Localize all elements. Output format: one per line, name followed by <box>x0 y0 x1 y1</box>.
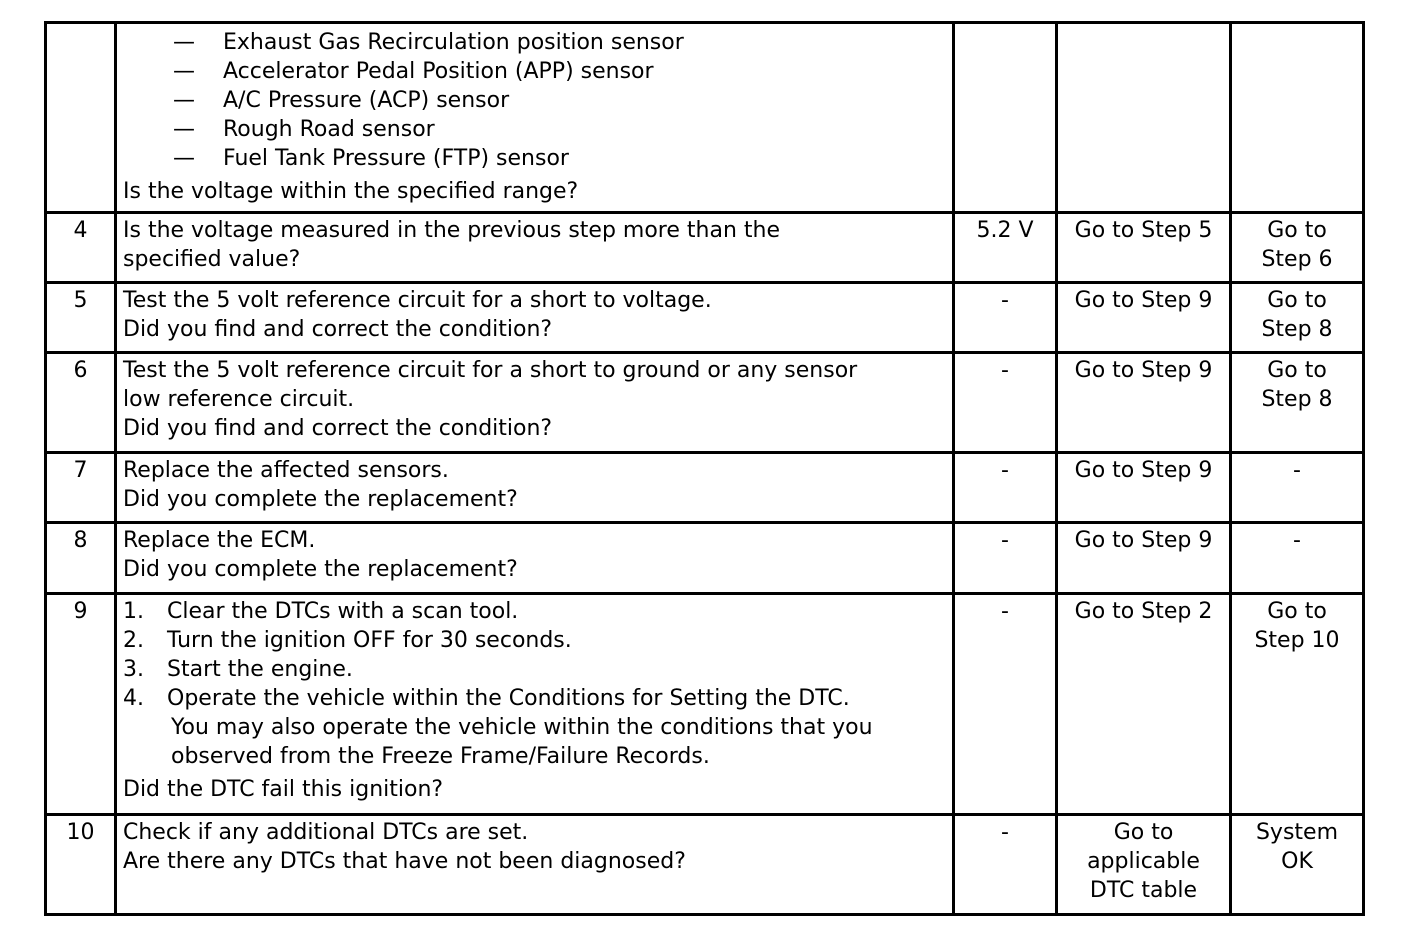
value-cell: - <box>954 815 1057 915</box>
question-text: Is the voltage within the specified range? <box>123 179 579 204</box>
no-cell <box>1231 594 1364 815</box>
no-text: OK <box>1281 849 1313 874</box>
action-text: Test the 5 volt reference circuit for a short to ground or any sensor <box>123 358 858 383</box>
action-text: Did you find and correct the condition? <box>123 416 553 441</box>
no-cell: - <box>1231 453 1364 523</box>
table-row <box>46 283 1364 353</box>
action-cell <box>116 523 954 594</box>
action-cell <box>116 815 954 915</box>
action-text: Did you complete the replacement? <box>123 487 518 512</box>
step-number: 4 <box>46 213 116 283</box>
step-number: 5 <box>46 283 116 353</box>
action-cell <box>116 283 954 353</box>
numbered-item: 1. Clear the DTCs with a scan tool. <box>123 599 519 624</box>
sensor-list-item: — Accelerator Pedal Position (APP) sensor <box>173 59 654 84</box>
action-text: Is the voltage measured in the previous step more than the <box>123 218 780 243</box>
table-row <box>46 594 1364 815</box>
no-cell: - <box>1231 523 1364 594</box>
no-cell <box>1231 283 1364 353</box>
diagnostic-table <box>44 21 1365 916</box>
numbered-item: 2. Turn the ignition OFF for 30 seconds. <box>123 628 572 653</box>
step-number <box>46 23 116 213</box>
value-cell: - <box>954 594 1057 815</box>
step-number: 6 <box>46 353 116 453</box>
table-row <box>46 353 1364 453</box>
no-text: Step 10 <box>1254 628 1340 653</box>
yes-text: applicable <box>1087 849 1200 874</box>
no-cell <box>1231 213 1364 283</box>
sensor-list-item: — A/C Pressure (ACP) sensor <box>173 88 510 113</box>
action-text: low reference circuit. <box>123 387 355 412</box>
action-text: Are there any DTCs that have not been diagnosed? <box>123 849 686 874</box>
value-cell: - <box>954 453 1057 523</box>
table-row <box>46 453 1364 523</box>
numbered-item: 4. Operate the vehicle within the Conditions for Setting the DTC. You may also operate the vehicle within the conditions that you observed from the Freeze Frame/Failure Records. <box>123 686 873 769</box>
value-cell: 5.2 V <box>954 213 1057 283</box>
yes-cell: Go to Step 9 <box>1057 283 1231 353</box>
action-text: Replace the affected sensors. <box>123 458 449 483</box>
question-text: Did the DTC fail this ignition? <box>123 777 444 802</box>
action-text: Test the 5 volt reference circuit for a short to voltage. <box>123 288 712 313</box>
no-text: Go to <box>1267 288 1327 313</box>
step-number: 8 <box>46 523 116 594</box>
no-text: Go to <box>1267 218 1327 243</box>
yes-text: DTC table <box>1089 878 1198 903</box>
action-text: Did you complete the replacement? <box>123 557 518 582</box>
table-row <box>46 23 1364 213</box>
sensor-list-item: — Fuel Tank Pressure (FTP) sensor <box>173 146 569 171</box>
action-text: Replace the ECM. <box>123 528 316 553</box>
table-row <box>46 213 1364 283</box>
no-text: Go to <box>1267 358 1327 383</box>
sensor-list-item: — Rough Road sensor <box>173 117 435 142</box>
yes-text: Go to <box>1113 820 1174 845</box>
yes-cell <box>1057 815 1231 915</box>
yes-cell: Go to Step 9 <box>1057 353 1231 453</box>
action-text: Did you find and correct the condition? <box>123 317 553 342</box>
table-row <box>46 523 1364 594</box>
action-text: specified value? <box>123 247 301 272</box>
numbered-item: 3. Start the engine. <box>123 657 353 682</box>
action-cell <box>116 213 954 283</box>
table-row <box>46 815 1364 915</box>
step-number: 10 <box>46 815 116 915</box>
no-text: System <box>1255 820 1339 845</box>
sensor-list-item: — Exhaust Gas Recirculation position sensor <box>173 30 684 55</box>
no-text: Step 8 <box>1261 317 1333 342</box>
yes-cell: Go to Step 9 <box>1057 453 1231 523</box>
no-cell <box>1231 815 1364 915</box>
no-cell <box>1231 23 1364 213</box>
value-cell <box>954 23 1057 213</box>
no-cell <box>1231 353 1364 453</box>
yes-cell: Go to Step 9 <box>1057 523 1231 594</box>
no-text: Go to <box>1267 599 1327 624</box>
value-cell: - <box>954 353 1057 453</box>
action-cell <box>116 453 954 523</box>
action-cell <box>116 353 954 453</box>
no-text: Step 6 <box>1261 247 1333 272</box>
no-text: Step 8 <box>1261 387 1333 412</box>
yes-cell: Go to Step 2 <box>1057 594 1231 815</box>
action-cell <box>116 23 954 213</box>
value-cell: - <box>954 283 1057 353</box>
yes-cell: Go to Step 5 <box>1057 213 1231 283</box>
yes-cell <box>1057 23 1231 213</box>
value-cell: - <box>954 523 1057 594</box>
step-number: 7 <box>46 453 116 523</box>
action-cell <box>116 594 954 815</box>
step-number: 9 <box>46 594 116 815</box>
action-text: Check if any additional DTCs are set. <box>123 820 529 845</box>
